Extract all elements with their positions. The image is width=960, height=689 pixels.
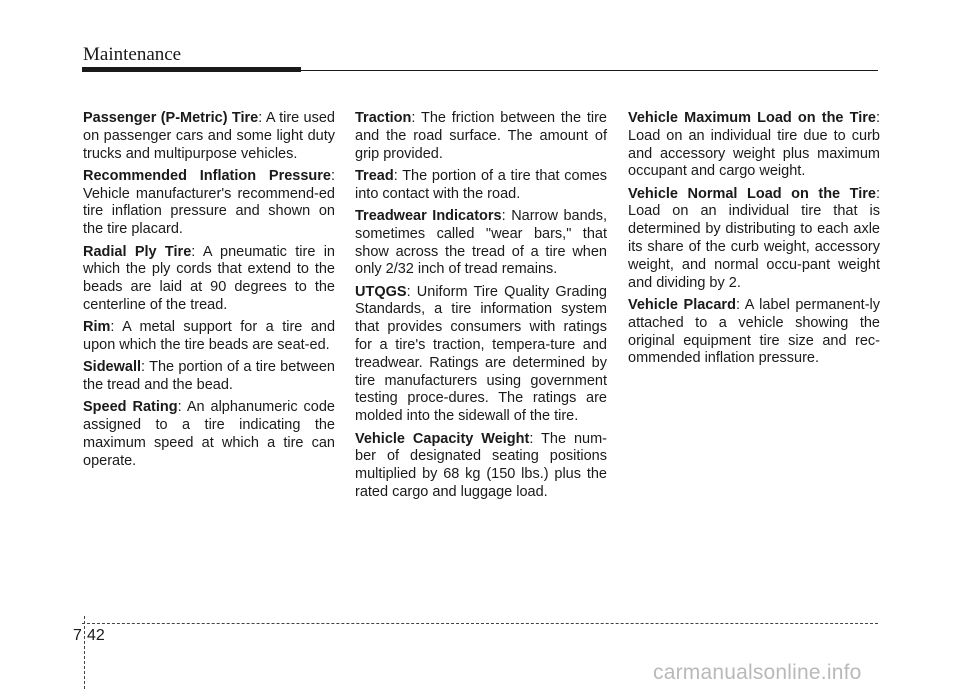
entry-term: Vehicle Capacity Weight [355, 430, 530, 447]
entry-term: Vehicle Normal Load on the Tire [628, 185, 876, 202]
entry-definition: Load on an individual tire that is determined by distributing to each axle its share of the curb weight, accessory weight, and normal occu-pant weight and dividing by 2. [628, 203, 880, 291]
glossary-entry [628, 297, 880, 368]
column-2 [355, 110, 607, 506]
entry-definition: A tire used on passenger cars and some light duty trucks and multipurpose vehicles. [83, 110, 336, 162]
glossary-entry [355, 168, 607, 204]
entry-term: Speed Rating [83, 399, 178, 416]
glossary-entry [628, 186, 880, 293]
glossary-entry [83, 110, 335, 163]
entry-term: Recommended Inflation Pressure [83, 167, 331, 184]
entry-separator: : [411, 110, 421, 126]
entry-term: Vehicle Placard [628, 296, 736, 313]
entry-separator: : [141, 359, 150, 376]
page-title: Maintenance [83, 44, 182, 65]
entry-separator: : [330, 167, 335, 184]
glossary-entry [83, 319, 335, 355]
glossary-entry [83, 359, 335, 395]
entry-definition: An alphanumeric code assigned to a tire indicating the maximum speed at which a tire can operate. [83, 399, 335, 469]
entry-definition: Narrow bands, sometimes called "wear bars," that show across the tread of a tire when only 2/32 inch of tread remains. [355, 207, 608, 278]
entry-term: Passenger (P-Metric) Tire [83, 110, 259, 126]
entry-separator: : [875, 185, 880, 202]
entry-term: Vehicle Maximum Load on the Tire [628, 110, 876, 126]
footer-rule [82, 623, 878, 624]
glossary-entry [355, 208, 607, 279]
glossary-entry [83, 244, 335, 315]
watermark: carmanualsonline.info [653, 661, 862, 684]
glossary-entry [83, 168, 335, 239]
entry-term: Radial Ply Tire [83, 243, 192, 260]
entry-definition: A label permanent-ly attached to a vehicle showing the original equipment tire size and rec-ommended inflation pressure. [628, 296, 880, 367]
glossary-entry [83, 399, 335, 470]
entry-term: UTQGS [355, 283, 407, 300]
entry-definition: Vehicle manufacturer's recommend-ed tire inflation pressure and shown on the tire placard. [83, 185, 335, 238]
entry-definition: The friction between the tire and the road surface. The amount of grip provided. [355, 110, 607, 162]
glossary-entry [355, 284, 607, 426]
entry-term: Traction [355, 110, 412, 126]
entry-separator: : [110, 319, 123, 336]
entry-term: Sidewall [83, 359, 142, 376]
entry-definition: A pneumatic tire in which the ply cords that extend to the beads are laid at 90 degrees to the centerline of the tread. [83, 243, 335, 313]
entry-separator: : [735, 296, 745, 313]
glossary-entry [355, 431, 607, 502]
entry-separator: : [529, 430, 542, 447]
entry-definition: The num-ber of designated seating positions multiplied by 68 kg (150 lbs.) plus the rated cargo and luggage load. [355, 430, 607, 500]
header-rule [301, 70, 878, 71]
entry-definition: The portion of a tire that comes into contact with the road. [355, 167, 608, 202]
glossary-entry [355, 110, 607, 163]
entry-separator: : [258, 110, 266, 126]
header-bar [82, 67, 301, 72]
entry-term: Rim [83, 319, 111, 336]
entry-separator: : [191, 243, 203, 260]
entry-definition: The portion of a tire between the tread and the bead. [83, 359, 335, 394]
entry-separator: : [406, 283, 417, 300]
entry-term: Tread [355, 167, 394, 184]
entry-definition: A metal support for a tire and upon which the tire beads are seat-ed. [83, 319, 336, 354]
entry-term: Treadwear Indicators [355, 207, 502, 224]
entry-separator: : [177, 399, 187, 416]
glossary-entry [628, 110, 880, 181]
page-number: 42 [87, 627, 105, 644]
chapter-number: 7 [73, 627, 82, 644]
column-1 [83, 110, 335, 475]
footer-divider [84, 616, 85, 689]
entry-separator: : [393, 167, 403, 184]
column-3 [628, 110, 880, 373]
entry-definition: Uniform Tire Quality Grading Standards, a tire information system that provides consumers with ratings for a tire's traction, tempera-ture and treadwear. Ratings are determined by tire manufacturers using government testing proce-dures. The ratings are molded into the sidewall of the tire. [355, 283, 607, 425]
entry-definition: Load on an individual tire due to curb and accessory weight plus maximum occupant and cargo weight. [628, 127, 880, 180]
entry-separator: : [501, 207, 512, 224]
entry-separator: : [875, 110, 880, 126]
